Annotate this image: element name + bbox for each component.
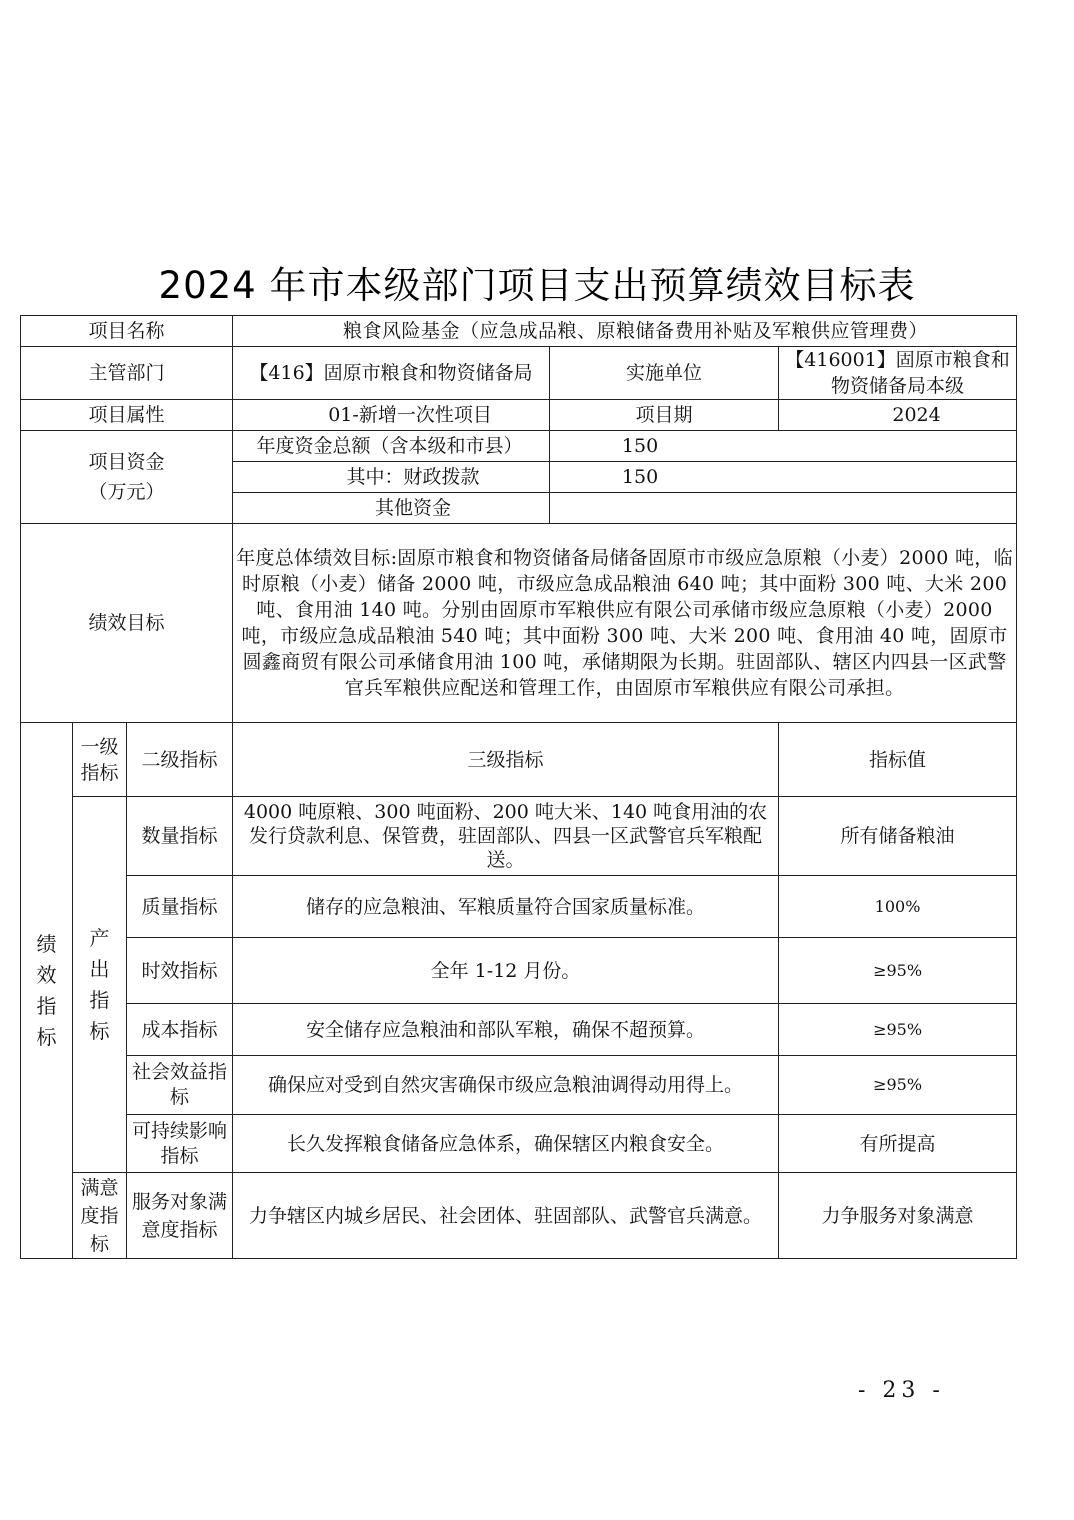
funds-label — [21, 431, 233, 524]
funds-label-line2: （万元） — [88, 481, 165, 503]
indicator-level2: 质量指标 — [127, 876, 233, 938]
department-label: 主管部门 — [21, 347, 233, 400]
funds-label-line1: 项目资金 — [88, 451, 165, 473]
indicator-level3: 4000 吨原粮、300 吨面粉、200 吨大米、140 吨食用油的农发行贷款利息、保管费，驻固部队、四县一区武警官兵军粮配送。 — [233, 797, 779, 876]
indicator-level3: 全年 1-12 月份。 — [233, 938, 779, 1004]
implementer-label: 实施单位 — [550, 347, 779, 400]
funds-total-value: 150 — [550, 431, 1017, 462]
row-department — [21, 347, 1017, 400]
indicator-row — [21, 1115, 1017, 1173]
header-level2: 二级指标 — [127, 723, 233, 797]
indicator-level3: 安全储存应急粮油和部队军粮，确保不超预算。 — [233, 1004, 779, 1056]
row-project-name — [21, 316, 1017, 347]
attribute-label: 项目属性 — [21, 400, 233, 431]
row-goal — [21, 524, 1017, 723]
indicator-row — [21, 1056, 1017, 1115]
indicator-row — [21, 797, 1017, 876]
funds-other-value — [550, 493, 1017, 524]
satisfaction-indicator-label: 满意度指标 — [73, 1173, 127, 1259]
output-indicator-label — [73, 797, 127, 1173]
indicator-value: 有所提高 — [779, 1115, 1017, 1173]
indicator-row — [21, 938, 1017, 1004]
indicator-value: ≥95% — [779, 938, 1017, 1004]
page-title: 2024 年市本级部门项目支出预算绩效目标表 — [158, 264, 916, 307]
header-level3: 三级指标 — [233, 723, 779, 797]
row-attribute — [21, 400, 1017, 431]
project-name-label: 项目名称 — [21, 316, 233, 347]
indicator-level2: 可持续影响指标 — [127, 1115, 233, 1173]
goal-label: 绩效目标 — [21, 524, 233, 723]
indicator-value: 100% — [779, 876, 1017, 938]
period-value: 2024 — [779, 400, 1017, 431]
indicator-value: 力争服务对象满意 — [779, 1173, 1017, 1259]
header-value: 指标值 — [779, 723, 1017, 797]
output-indicator-text: 产出指标 — [89, 925, 110, 1043]
funds-total-label: 年度资金总额（含本级和市县） — [233, 431, 550, 462]
indicator-level2: 数量指标 — [127, 797, 233, 876]
indicator-row — [21, 1004, 1017, 1056]
indicators-section-text: 绩效指标 — [36, 931, 57, 1049]
page-number: - 23 - — [858, 1378, 945, 1403]
indicator-value: ≥95% — [779, 1004, 1017, 1056]
indicator-value: ≥95% — [779, 1056, 1017, 1115]
header-level1: 一级指标 — [73, 723, 127, 797]
funds-other-label: 其他资金 — [233, 493, 550, 524]
indicator-value: 所有储备粮油 — [779, 797, 1017, 876]
funds-fiscal-label: 其中：财政拨款 — [233, 462, 550, 493]
funds-fiscal-value: 150 — [550, 462, 1017, 493]
department-value: 【416】固原市粮食和物资储备局 — [233, 347, 550, 400]
indicator-level3: 储存的应急粮油、军粮质量符合国家质量标准。 — [233, 876, 779, 938]
indicator-level2: 服务对象满意度指标 — [127, 1173, 233, 1259]
row-funds-total — [21, 431, 1017, 462]
attribute-value: 01-新增一次性项目 — [233, 400, 550, 431]
indicator-level3: 确保应对受到自然灾害确保市级应急粮油调得动用得上。 — [233, 1056, 779, 1115]
project-name-value: 粮食风险基金（应急成品粮、原粮储备费用补贴及军粮供应管理费） — [233, 316, 1017, 347]
indicator-level3: 长久发挥粮食储备应急体系，确保辖区内粮食安全。 — [233, 1115, 779, 1173]
indicator-level2: 成本指标 — [127, 1004, 233, 1056]
indicator-row — [21, 876, 1017, 938]
indicator-level2: 社会效益指标 — [127, 1056, 233, 1115]
goal-text: 年度总体绩效目标:固原市粮食和物资储备局储备固原市市级应急原粮（小麦）2000 吨，临时原粮（小麦）储备 2000 吨，市级应急成品粮油 640 吨；其中面粉 300 吨、大米 200 吨、食用油 140 吨。分别由固原市军粮供应有限公司承储市级应急原粮（小麦）2000 吨，市级应急成品粮油 540 吨；其中面粉 300 吨、大米 200 吨、食用油 40 吨，固原市圆鑫商贸有限公司承储食用油 100 吨，承储期限为长期。驻固部队、辖区内四县一区武警官兵军粮供应配送和管理工作，由固原市军粮供应有限公司承担。 — [233, 524, 1017, 723]
row-indicator-header — [21, 723, 1017, 797]
indicators-section-label — [21, 723, 73, 1259]
indicator-level2: 时效指标 — [127, 938, 233, 1004]
performance-target-table — [20, 315, 1017, 1259]
indicator-row — [21, 1173, 1017, 1259]
indicator-level3: 力争辖区内城乡居民、社会团体、驻固部队、武警官兵满意。 — [233, 1173, 779, 1259]
implementer-value: 【416001】固原市粮食和物资储备局本级 — [779, 347, 1017, 400]
period-label: 项目期 — [550, 400, 779, 431]
